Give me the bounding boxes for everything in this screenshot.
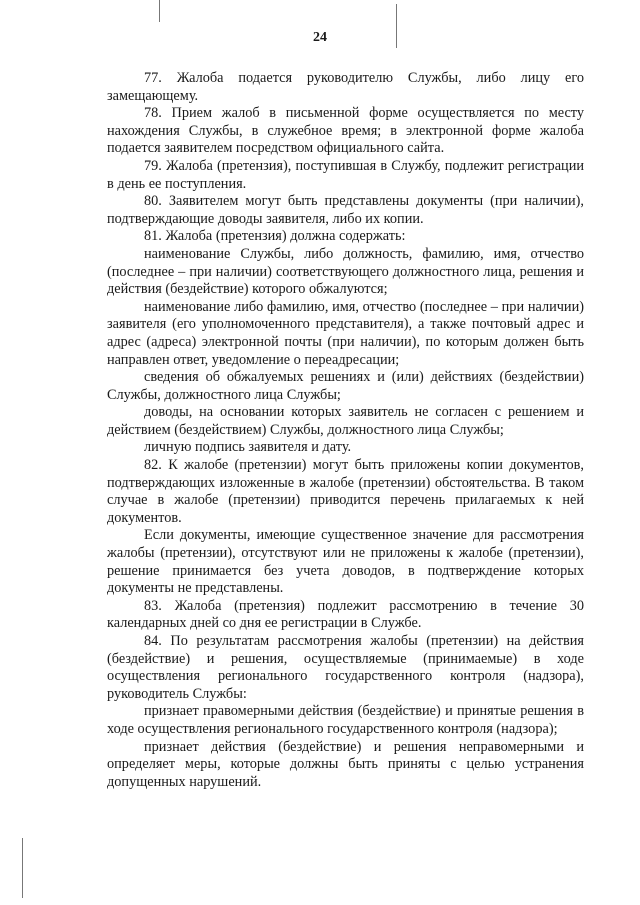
paragraph-81: 81. Жалоба (претензия) должна содержать:: [144, 228, 406, 245]
paragraph-84: 84. По результатам рассмотрения жалобы (претензии) на действия (бездействие) и решения, осуществляемые (принимаемые) в ходе осуществления регионального государственного контроля (надзора), руководитель Службы:: [107, 633, 584, 702]
paragraph-80: 80. Заявителем могут быть представлены документы (при наличии), подтверждающие доводы заявителя, либо их копии.: [107, 193, 584, 227]
list-item: наименование Службы, либо должность, фамилию, имя, отчество (последнее – при наличии) соответствующего должностного лица, решения и действия (бездействие) которого обжалуются;: [107, 245, 584, 298]
paragraph-82-note: Если документы, имеющие существенное значение для рассмотрения жалобы (претензии), отсутствуют или не приложены к жалобе (претензии), решение принимается без учета доводов, в подтверждение которых документы не представлены.: [107, 527, 584, 597]
scan-artifact-line: [22, 838, 23, 898]
list-item: признает действия (бездействие) и решения неправомерными и определяет меры, которые должны быть приняты с целью устранения допущенных нарушений.: [107, 738, 584, 790]
scan-artifact-line: [159, 0, 160, 22]
list-item: признает правомерными действия (бездействие) и принятые решения в ходе осуществления регионального государственного контроля (надзора);: [107, 703, 584, 737]
list-item: наименование либо фамилию, имя, отчество (последнее – при наличии) заявителя (его уполномоченного представителя), а также почтовый адрес и адрес (адреса) электронной почты (при наличии), по которым должен быть направлен ответ, уведомление о переадресации;: [107, 298, 584, 368]
list-item: сведения об обжалуемых решениях и (или) действиях (бездействии) Службы, должностного лица Службы;: [107, 369, 584, 403]
paragraph-77: 77. Жалоба подается руководителю Службы, либо лицу его замещающему.: [107, 70, 584, 104]
list-item: доводы, на основании которых заявитель не согласен с решением и действием (бездействием) Службы, должностного лица Службы;: [107, 404, 584, 438]
list-item: личную подпись заявителя и дату.: [144, 439, 352, 456]
paragraph-83: 83. Жалоба (претензия) подлежит рассмотрению в течение 30 календарных дней со дня ее регистрации в Службе.: [107, 597, 584, 632]
paragraph-79: 79. Жалоба (претензия), поступившая в Службу, подлежит регистрации в день ее поступления.: [107, 157, 584, 192]
paragraph-82: 82. К жалобе (претензии) могут быть приложены копии документов, подтверждающих изложенные в жалобе (претензии) обстоятельства. В таком случае в жалобе (претензии) приводится перечень прилагаемых к ней документов.: [107, 457, 584, 526]
paragraph-78: 78. Прием жалоб в письменной форме осуществляется по месту нахождения Службы, в служебное время; в электронной форме жалоба подается заявителем посредством официального сайта.: [107, 105, 584, 157]
page-number: 24: [313, 30, 327, 45]
document-body: [107, 70, 584, 791]
